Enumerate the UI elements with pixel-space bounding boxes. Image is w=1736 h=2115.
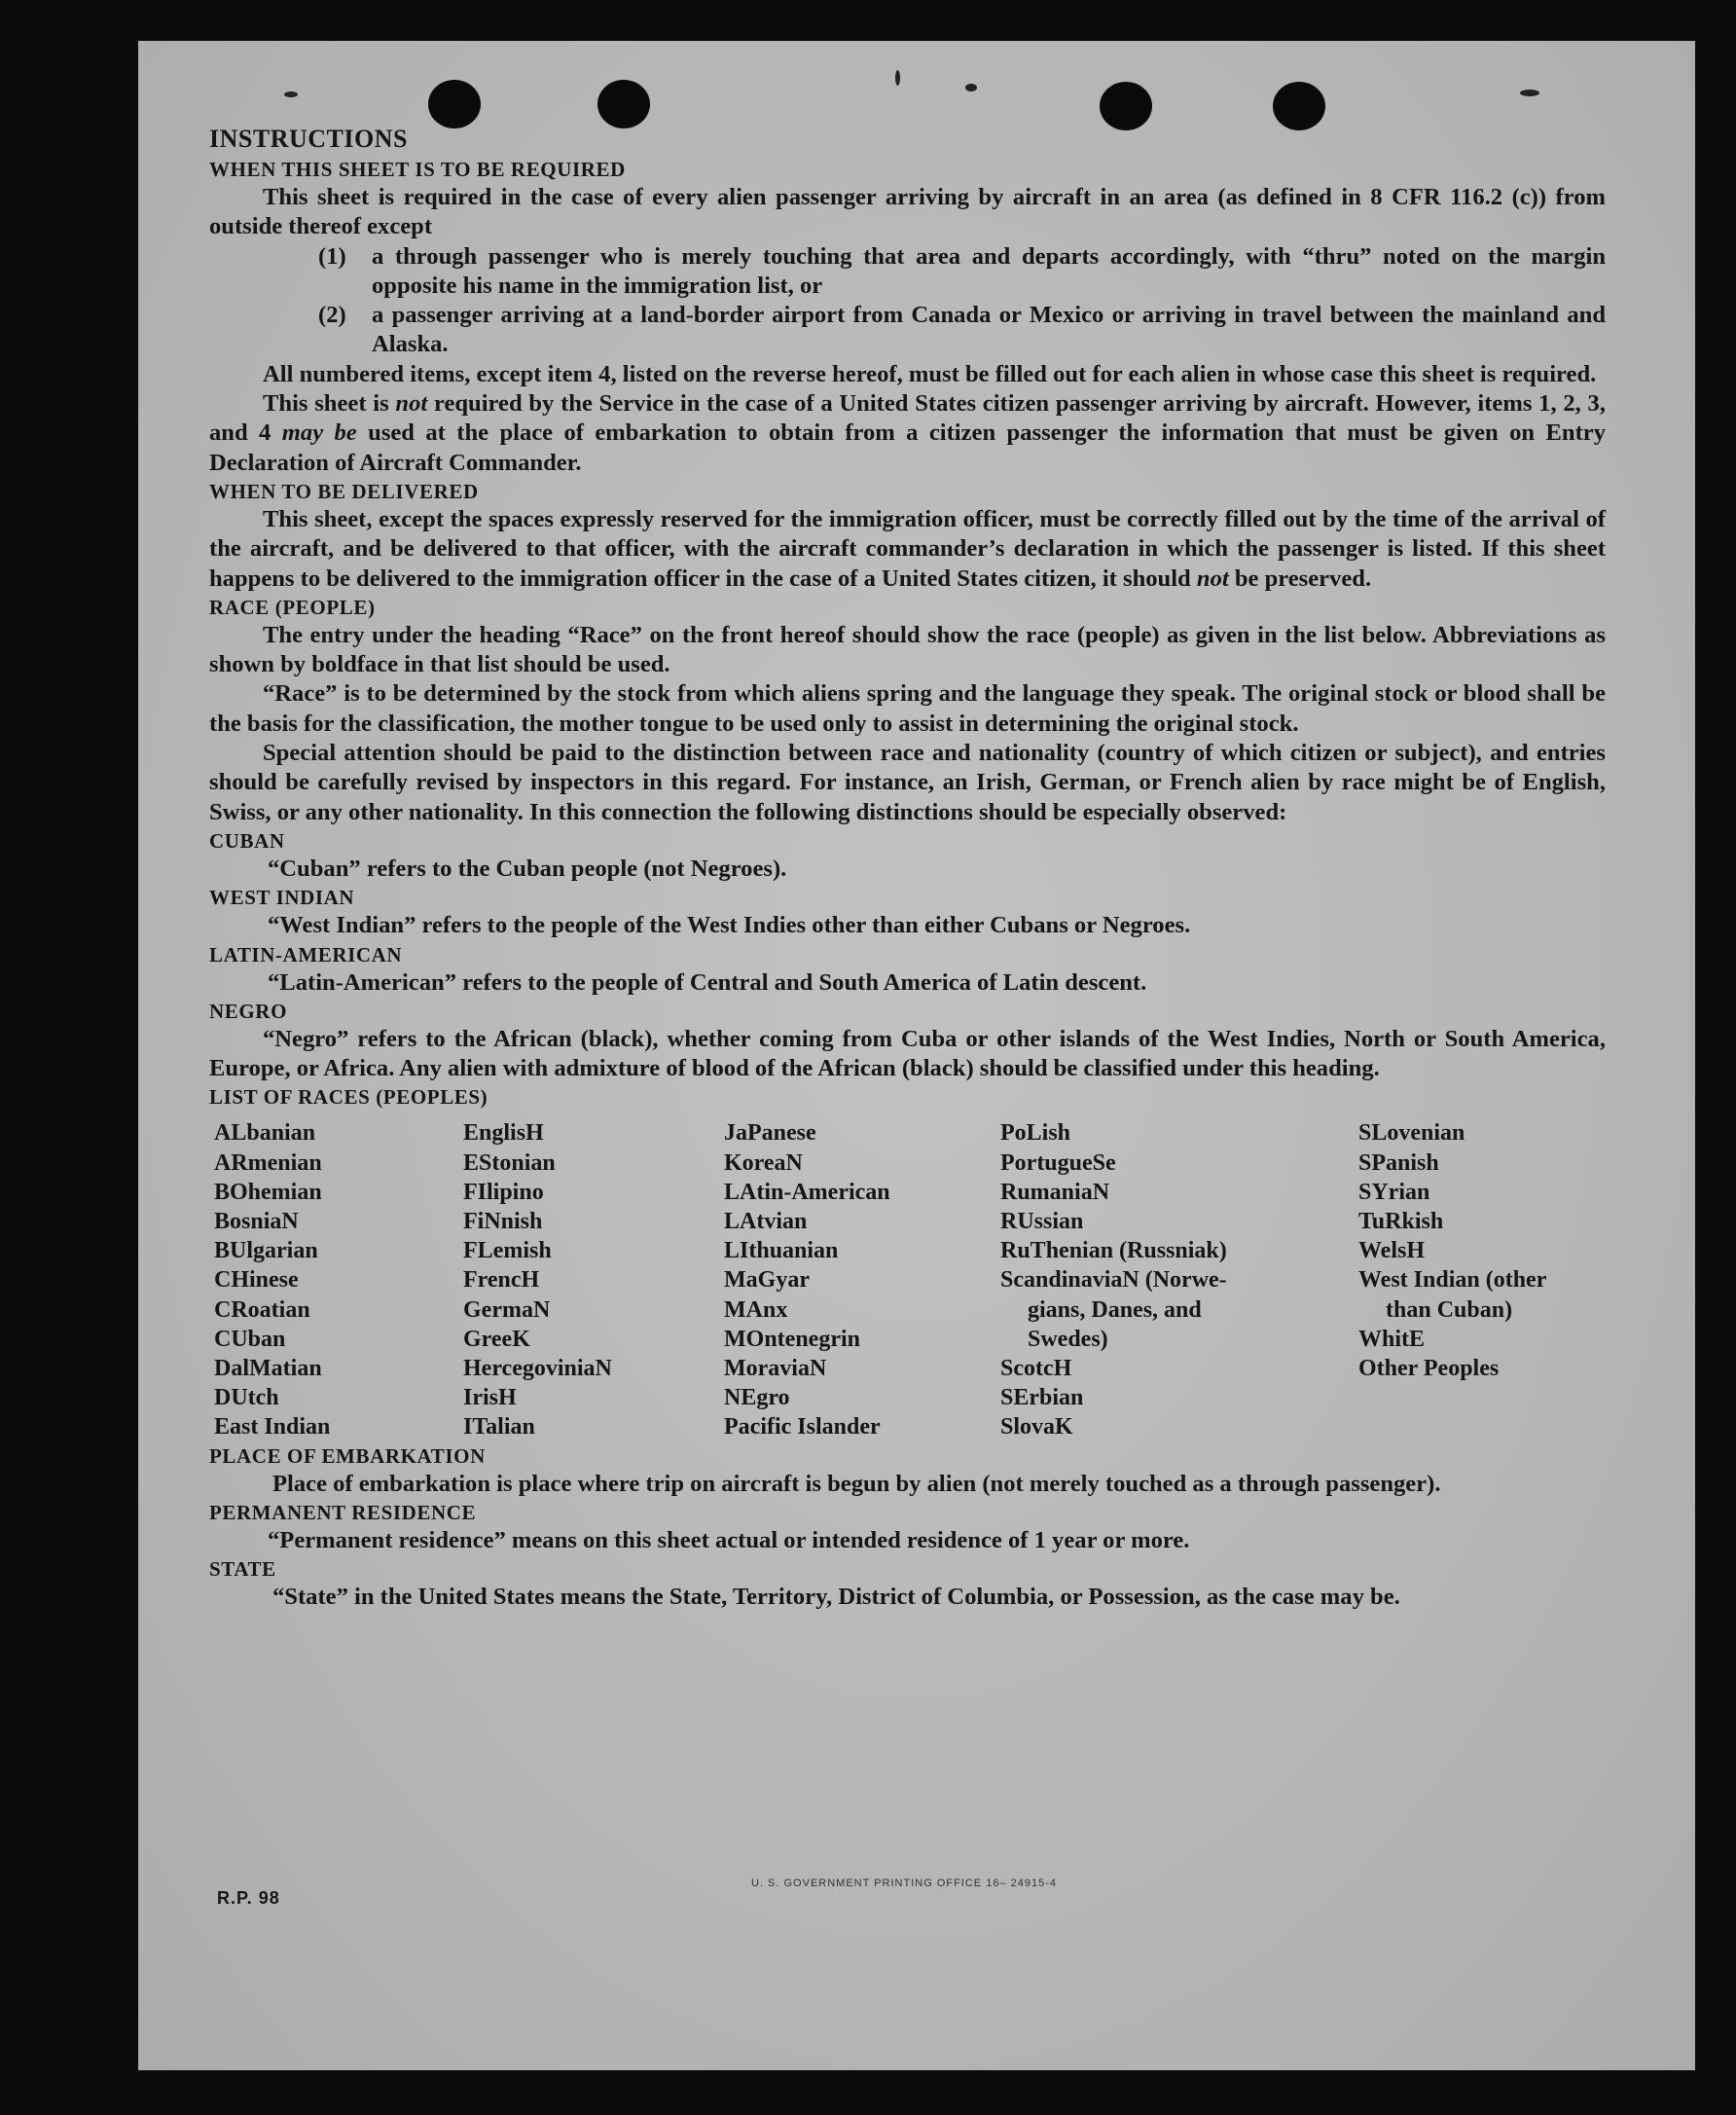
race-entry: FIlipino (463, 1179, 544, 1205)
race-entry: PoLish (1000, 1120, 1071, 1147)
paragraph: This sheet is not required by the Service in the case of a United States citizen passenger arriving by aircraft. However, items 1, 2, 3, and 4 may be used at the place of embarkation to obtain from a citizen passenger the information that must be given on Entry Declaration of Aircraft Commander. (209, 390, 1606, 476)
race-entry: Pacific Islander (724, 1414, 881, 1440)
race-entry: LIthuanian (724, 1238, 839, 1264)
race-entry: WelsH (1358, 1238, 1426, 1264)
definition: “Permanent residence” means on this sheet actual or intended residence of 1 year or more. (268, 1526, 1190, 1553)
race-entry: CHinese (214, 1267, 299, 1294)
race-entry: PortugueSe (1000, 1149, 1116, 1176)
punch-hole (597, 80, 650, 128)
speck (284, 91, 298, 97)
races-column (214, 1118, 463, 1441)
race-entry: ALbanian (214, 1120, 316, 1147)
section-heading: STATE (209, 1557, 276, 1582)
list-item (318, 242, 1606, 302)
speck (965, 84, 977, 91)
definition: “Latin-American” refers to the people of Central and South America of Latin descent. (268, 968, 1147, 996)
section-heading: LIST OF RACES (PEOPLES) (209, 1085, 488, 1110)
race-entry: SYrian (1358, 1179, 1430, 1205)
race-entry: FrencH (463, 1267, 540, 1294)
races-column (1358, 1118, 1607, 1441)
section-heading: RACE (PEOPLE) (209, 595, 376, 619)
race-entry: SPanish (1358, 1149, 1439, 1176)
list-item (318, 301, 1606, 360)
races-table (214, 1118, 1606, 1441)
page-title: INSTRUCTIONS (209, 125, 408, 153)
race-entry: MaGyar (724, 1267, 810, 1294)
speck (895, 70, 900, 86)
printer-imprint: U. S. GOVERNMENT PRINTING OFFICE 16– 24915-4 (751, 1878, 1057, 1889)
race-entry: DalMatian (214, 1356, 322, 1382)
instructions-body (209, 123, 1606, 1613)
race-entry: than Cuban) (1386, 1296, 1513, 1323)
race-entry: KoreaN (724, 1149, 803, 1176)
race-entry: WhitE (1358, 1326, 1426, 1352)
race-entry: RumaniaN (1000, 1179, 1110, 1205)
speck (1520, 90, 1539, 96)
race-entry: gians, Danes, and (1028, 1296, 1202, 1323)
paragraph: This sheet is required in the case of every alien passenger arriving by aircraft in an area (as defined in 8 CFR 116.2 (c)) from outside thereof except (209, 184, 1606, 240)
race-entry: ScandinaviaN (Norwe- (1000, 1267, 1227, 1294)
race-entry: FiNnish (463, 1209, 543, 1235)
paragraph: “Negro” refers to the African (black), whether coming from Cuba or other islands of the West Indies, North or South America, Europe, or Africa. Any alien with admixture of blood of the African (black) should be classified under this heading. (209, 1025, 1606, 1082)
race-entry: CUban (214, 1326, 286, 1352)
race-entry: MOntenegrin (724, 1326, 860, 1352)
race-entry: DUtch (214, 1385, 279, 1411)
race-entry: Other Peoples (1358, 1356, 1500, 1382)
item-number: (2) (318, 302, 346, 329)
race-entry: GreeK (463, 1326, 530, 1352)
race-entry: LAtvian (724, 1209, 808, 1235)
section-heading: PLACE OF EMBARKATION (209, 1443, 486, 1468)
race-entry: BOhemian (214, 1179, 322, 1205)
race-entry: EStonian (463, 1149, 556, 1176)
item-number: (1) (318, 242, 346, 270)
item-text: a through passenger who is merely touching that area and departs accordingly, with “thru” noted on the margin opposite his name in the immigration list, or (372, 242, 1606, 299)
section-heading: NEGRO (209, 999, 288, 1023)
paragraph: Special attention should be paid to the distinction between race and nationality (country of which citizen or subject), and entries should be carefully revised by inspectors in this regard. For instance, an Irish, German, or French alien by race might be of English, Swiss, or any other nationality. In this connection the following distinctions should be especially observed: (209, 740, 1606, 825)
form-number: R.P. 98 (217, 1888, 280, 1908)
race-entry: West Indian (other (1358, 1267, 1547, 1294)
race-entry: SlovaK (1000, 1414, 1073, 1440)
paragraph: “Race” is to be determined by the stock from which aliens spring and the language they speak. The original stock or blood shall be the basis for the classification, the mother tongue to be used only to assist in determining the original stock. (209, 680, 1606, 737)
race-entry: LAtin-American (724, 1179, 890, 1205)
race-entry: JaPanese (724, 1120, 816, 1147)
race-entry: Swedes) (1028, 1326, 1108, 1352)
race-entry: East Indian (214, 1414, 331, 1440)
item-text: a passenger arriving at a land-border airport from Canada or Mexico or arriving in travel between the mainland and Alaska. (372, 302, 1606, 358)
race-entry: RuThenian (Russniak) (1000, 1238, 1227, 1264)
race-entry: SLovenian (1358, 1120, 1465, 1147)
race-entry: CRoatian (214, 1296, 310, 1323)
race-entry: HercegoviniaN (463, 1356, 612, 1382)
race-entry: MoraviaN (724, 1356, 827, 1382)
section-heading: WHEN TO BE DELIVERED (209, 479, 479, 503)
races-column (463, 1118, 724, 1441)
race-entry: ScotcH (1000, 1356, 1072, 1382)
races-column (1000, 1118, 1358, 1441)
paragraph: “State” in the United States means the State, Territory, District of Columbia, or Possession, as the case may be. (272, 1584, 1400, 1611)
race-entry: NEgro (724, 1385, 790, 1411)
document-sheet (138, 41, 1695, 2070)
paragraph: This sheet, except the spaces expressly reserved for the immigration officer, must be correctly filled out by the time of the arrival of the aircraft, and be delivered to that officer, with the aircraft commander’s declaration in which the passenger is listed. If this sheet happens to be delivered to the immigration officer in the case of a United States citizen, it should not be preserved. (209, 505, 1606, 592)
paragraph: The entry under the heading “Race” on the front hereof should show the race (people) as given in the list below. Abbreviations as shown by boldface in that list should be used. (209, 621, 1606, 678)
races-column (724, 1118, 1000, 1441)
race-entry: EnglisH (463, 1120, 544, 1147)
paragraph: Place of embarkation is place where trip on aircraft is begun by alien (not merely touched as a through passenger). (272, 1470, 1441, 1497)
race-entry: ITalian (463, 1414, 535, 1440)
race-entry: IrisH (463, 1385, 517, 1411)
definition: “West Indian” refers to the people of the West Indies other than either Cubans or Negroes. (268, 912, 1191, 939)
definition: “Cuban” refers to the Cuban people (not Negroes). (268, 855, 787, 882)
race-entry: SErbian (1000, 1385, 1084, 1411)
section-heading: WEST INDIAN (209, 886, 355, 910)
section-heading: WHEN THIS SHEET IS TO BE REQUIRED (209, 158, 626, 181)
race-entry: RUssian (1000, 1209, 1084, 1235)
section-heading: CUBAN (209, 828, 285, 853)
race-entry: GermaN (463, 1296, 551, 1323)
punch-hole (428, 80, 481, 128)
race-entry: ARmenian (214, 1149, 322, 1176)
race-entry: BosniaN (214, 1209, 299, 1235)
race-entry: FLemish (463, 1238, 552, 1264)
race-entry: MAnx (724, 1296, 788, 1323)
section-heading: LATIN-AMERICAN (209, 942, 403, 966)
paragraph: All numbered items, except item 4, listed on the reverse hereof, must be filled out for each alien in whose case this sheet is required. (263, 360, 1597, 387)
race-entry: TuRkish (1358, 1209, 1444, 1235)
race-entry: BUlgarian (214, 1238, 318, 1264)
section-heading: PERMANENT RESIDENCE (209, 1500, 477, 1524)
